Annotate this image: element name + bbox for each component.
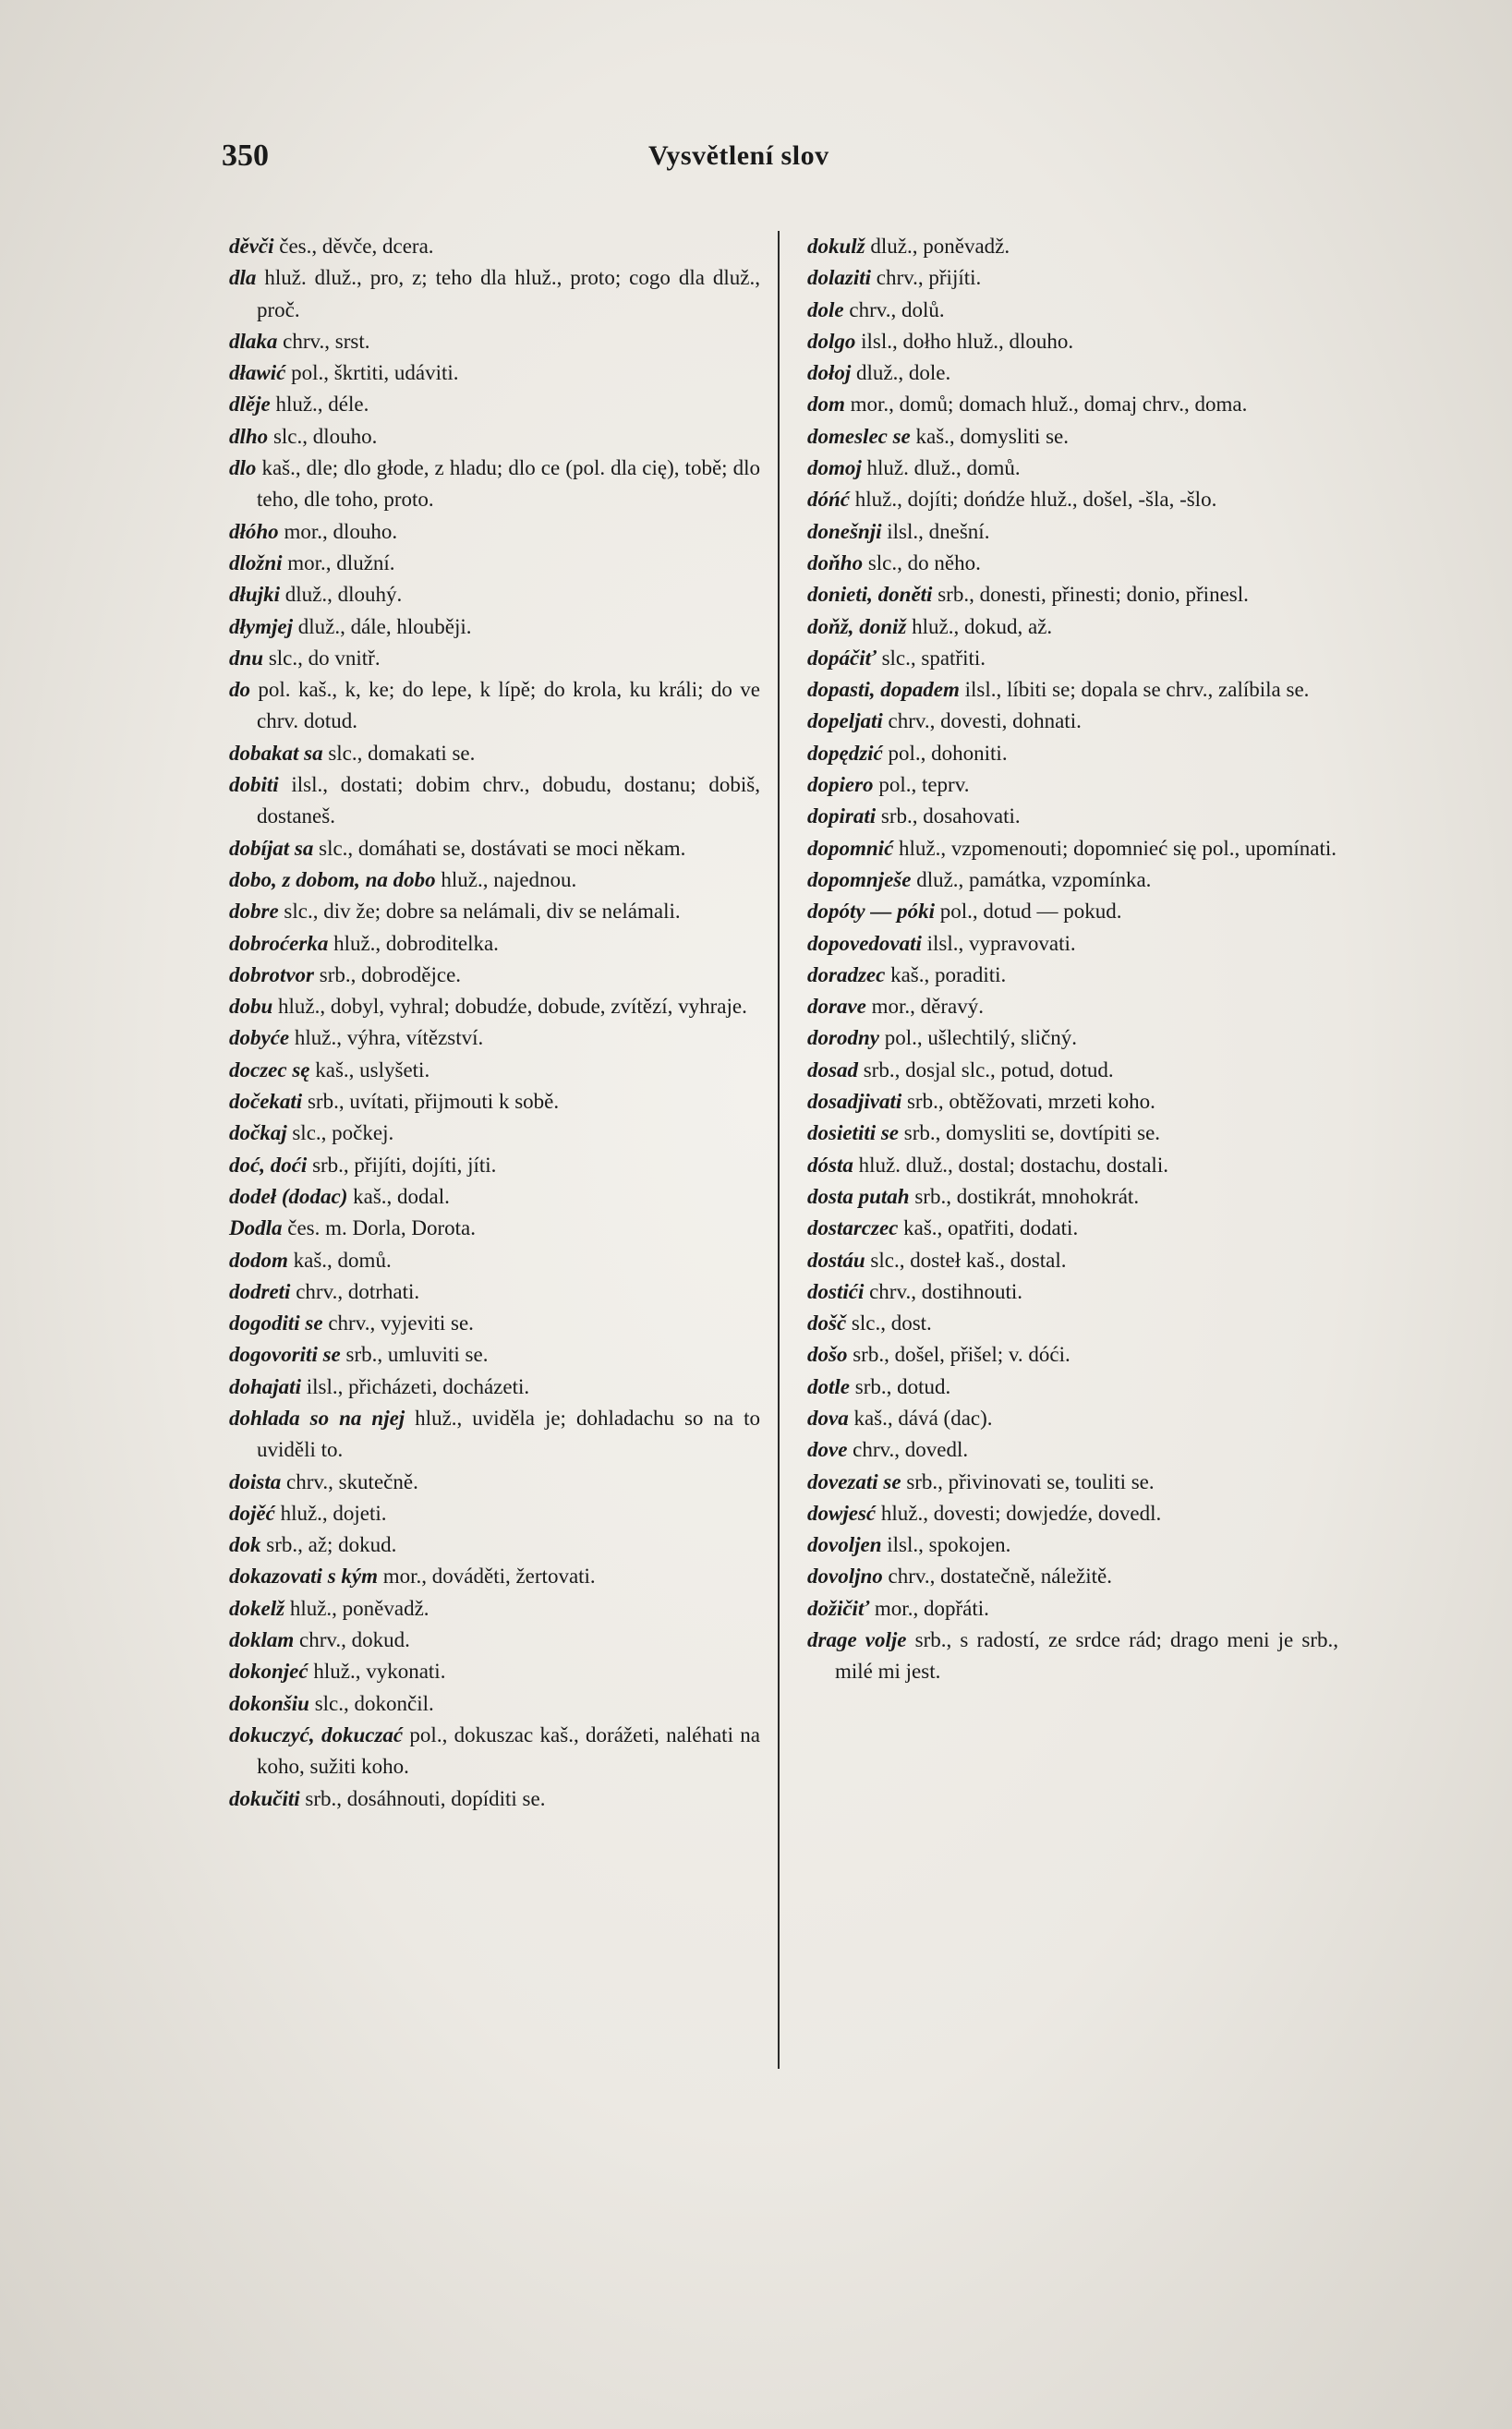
- dictionary-entry: [229, 1561, 760, 1592]
- dictionary-entry: [807, 295, 1338, 326]
- dictionary-entry: [807, 389, 1338, 420]
- entry-definition: hluž., dobroditelka.: [328, 931, 499, 955]
- entry-headword: dokonjeć: [229, 1660, 308, 1684]
- dictionary-entry: [807, 1403, 1338, 1434]
- entry-headword: dławić: [229, 361, 286, 385]
- entry-definition: hluž. dluž., pro, z; teho dla hluž., proto; cogo dla dluž., proč.: [256, 266, 760, 321]
- entry-headword: děvči: [229, 235, 274, 258]
- entry-headword: dovoljno: [807, 1565, 883, 1589]
- entry-headword: dorodny: [807, 1026, 879, 1050]
- dictionary-entry: [807, 326, 1338, 357]
- dictionary-entry: [807, 1022, 1338, 1054]
- entry-headword: dóńć: [807, 488, 850, 512]
- entry-headword: dopovedovati: [807, 931, 922, 955]
- entry-definition: slc., div že; dobre sa nelámali, div se nelámali.: [278, 900, 681, 924]
- dictionary-entry: [229, 738, 760, 769]
- entry-headword: dočekati: [229, 1090, 303, 1114]
- entry-definition: srb., přijíti, dojíti, jíti.: [307, 1153, 497, 1177]
- dictionary-entry: [807, 1308, 1338, 1339]
- dictionary-entry: [807, 1339, 1338, 1371]
- entry-headword: dopasti, dopadem: [807, 678, 960, 702]
- entry-definition: mor., domů; domach hluž., domaj chrv., doma.: [844, 393, 1248, 417]
- dictionary-entry: [807, 421, 1338, 453]
- entry-headword: doňho: [807, 550, 864, 574]
- entry-headword: dobyće: [229, 1026, 290, 1050]
- dictionary-entry: [807, 896, 1338, 927]
- entry-headword: dostarczec: [807, 1216, 899, 1240]
- dictionary-entry: [807, 1593, 1338, 1625]
- dictionary-entry: [229, 1308, 760, 1339]
- entry-headword: dovezati se: [807, 1469, 901, 1493]
- entry-definition: ilsl., spokojen.: [881, 1533, 1011, 1557]
- entry-headword: dokazovati s kým: [229, 1565, 378, 1589]
- left-column: [229, 231, 760, 1815]
- dictionary-entry: [807, 516, 1338, 548]
- entry-definition: srb., dosáhnouti, dopíditi se.: [299, 1786, 546, 1810]
- entry-headword: dojěć: [229, 1501, 275, 1525]
- dictionary-entry: [807, 928, 1338, 960]
- entry-headword: dotle: [807, 1374, 850, 1398]
- entry-definition: kaš., opatřiti, dodati.: [898, 1216, 1079, 1240]
- dictionary-entry: [229, 1529, 760, 1561]
- dictionary-entry: [229, 833, 760, 864]
- dictionary-entry: [229, 389, 760, 420]
- entry-definition: hluž., dokud, až.: [906, 614, 1053, 638]
- dictionary-entry: [807, 1150, 1338, 1181]
- entry-definition: pol., ušlechtilý, sličný.: [878, 1026, 1077, 1050]
- dictionary-entry: [807, 674, 1338, 706]
- entry-headword: dodeł (dodac): [229, 1184, 348, 1208]
- entry-headword: drage volje: [807, 1628, 907, 1652]
- dictionary-entry: [229, 1593, 760, 1625]
- entry-definition: mor., dopřáti.: [869, 1596, 989, 1620]
- entry-headword: dopomnješe: [807, 867, 912, 891]
- entry-headword: dosietiti se: [807, 1121, 900, 1145]
- entry-headword: dodreti: [229, 1279, 291, 1303]
- entry-definition: hluž., dovesti; dowjedźe, dovedl.: [876, 1501, 1162, 1525]
- dictionary-entry: [807, 801, 1338, 832]
- entry-definition: chrv., dolů.: [843, 297, 945, 321]
- dictionary-entry: [807, 1055, 1338, 1086]
- entry-definition: chrv., dovesti, dohnati.: [882, 709, 1082, 733]
- entry-definition: hluž., dojeti.: [274, 1501, 387, 1525]
- entry-headword: dobu: [229, 995, 273, 1019]
- entry-headword: doklam: [229, 1628, 295, 1652]
- entry-definition: pol. kaš., k, ke; do lepe, k lípě; do krola, ku králi; do ve chrv. dotud.: [250, 678, 760, 733]
- entry-definition: dluž., památka, vzpomínka.: [911, 867, 1152, 891]
- entry-headword: dnu: [229, 646, 264, 670]
- dictionary-entry: [229, 1720, 760, 1783]
- entry-headword: dogovoriti se: [229, 1343, 341, 1367]
- entry-definition: kaš., dává (dac).: [848, 1406, 993, 1430]
- entry-definition: ilsl., líbiti se; dopala se chrv., zalíbila se.: [959, 678, 1310, 702]
- entry-headword: dłóho: [229, 519, 279, 543]
- entry-definition: srb., dobrodějce.: [314, 962, 462, 986]
- entry-definition: chrv., dotrhati.: [290, 1279, 420, 1303]
- entry-definition: srb., dosjal slc., potud, dotud.: [857, 1057, 1114, 1082]
- dictionary-entry: [807, 1561, 1338, 1592]
- dictionary-entry: [229, 548, 760, 579]
- entry-definition: hluž., dobyl, vyhral; dobudźe, dobude, zvítězí, vyhraje.: [272, 995, 747, 1019]
- entry-headword: dobíjat sa: [229, 836, 314, 860]
- dictionary-entry: [229, 1022, 760, 1054]
- dictionary-entry: [229, 1467, 760, 1498]
- entry-definition: hluž., dojíti; dońdźe hluž., došel, -šla, -šlo.: [850, 488, 1217, 512]
- entry-definition: srb., dostikrát, mnohokrát.: [909, 1184, 1140, 1208]
- entry-definition: pol., škrtiti, udáviti.: [285, 361, 459, 385]
- entry-headword: dočkaj: [229, 1121, 287, 1145]
- entry-definition: pol., dohoniti.: [882, 741, 1008, 765]
- entry-definition: kaš., dodal.: [347, 1184, 450, 1208]
- entry-headword: dosta putah: [807, 1184, 910, 1208]
- dictionary-entry: [807, 1213, 1338, 1244]
- entry-headword: dodom: [229, 1248, 288, 1272]
- entry-definition: mor., dlouho.: [278, 519, 398, 543]
- dictionary-entry: [807, 1276, 1338, 1308]
- dictionary-entry: [229, 991, 760, 1022]
- entry-headword: dorave: [807, 995, 866, 1019]
- entry-definition: chrv., vyjeviti se.: [322, 1311, 474, 1335]
- entry-headword: dopiero: [807, 773, 874, 797]
- entry-headword: dopomnić: [807, 836, 894, 860]
- entry-definition: hluž., uviděla je; dohladachu so na to uviděli to.: [257, 1406, 760, 1462]
- entry-headword: dohajati: [229, 1374, 301, 1398]
- dictionary-entry: [229, 1688, 760, 1720]
- entry-definition: dluž., dole.: [851, 361, 951, 385]
- entry-headword: dole: [807, 297, 844, 321]
- entry-headword: dobrotvor: [229, 962, 314, 986]
- right-column: [807, 231, 1338, 1688]
- entry-definition: srb., došel, přišel; v. dóći.: [847, 1343, 1070, 1367]
- entry-definition: chrv., dokud.: [294, 1628, 410, 1652]
- entry-headword: dobiti: [229, 773, 279, 797]
- entry-headword: dokuczyć, dokuczać: [229, 1722, 404, 1746]
- dictionary-entry: [807, 1467, 1338, 1498]
- entry-headword: došo: [807, 1343, 848, 1367]
- entry-definition: hluž., déle.: [270, 393, 369, 417]
- dictionary-entry: [807, 738, 1338, 769]
- dictionary-entry: [229, 357, 760, 389]
- dictionary-entry: [807, 991, 1338, 1022]
- dictionary-entry: [807, 548, 1338, 579]
- entry-headword: domeslec se: [807, 424, 911, 448]
- entry-definition: slc., domáhati se, dostávati se moci někam.: [313, 836, 686, 860]
- dictionary-entry: [229, 579, 760, 610]
- dictionary-entry: [807, 579, 1338, 610]
- dictionary-entry: [229, 1403, 760, 1467]
- dictionary-entry: [229, 1339, 760, 1371]
- entry-headword: dlaka: [229, 329, 278, 353]
- entry-headword: dlho: [229, 424, 269, 448]
- entry-definition: chrv., dovedl.: [847, 1438, 969, 1462]
- entry-headword: dovoljen: [807, 1533, 882, 1557]
- entry-headword: dostići: [807, 1279, 865, 1303]
- entry-headword: donešnji: [807, 519, 882, 543]
- entry-definition: srb., dotud.: [850, 1374, 951, 1398]
- entry-headword: došč: [807, 1311, 847, 1335]
- entry-headword: dłujki: [229, 583, 280, 607]
- dictionary-entry: [229, 1656, 760, 1687]
- entry-definition: slc., do vnitř.: [263, 646, 381, 670]
- entry-definition: srb., až; dokud.: [260, 1533, 397, 1557]
- page-header: [222, 139, 961, 185]
- entry-headword: dłymjej: [229, 614, 293, 638]
- entry-headword: dobroćerka: [229, 931, 329, 955]
- entry-definition: chrv., srst.: [277, 329, 370, 353]
- entry-headword: doňž, doniž: [807, 614, 907, 638]
- dictionary-entry: [807, 864, 1338, 896]
- dictionary-entry: [807, 833, 1338, 864]
- entry-headword: Dodla: [229, 1216, 283, 1240]
- entry-headword: dolaziti: [807, 266, 872, 290]
- entry-definition: kaš., uslyšeti.: [309, 1057, 430, 1082]
- entry-headword: dokulž: [807, 235, 865, 258]
- dictionary-entry: [229, 674, 760, 738]
- dictionary-entry: [807, 262, 1338, 294]
- dictionary-entry: [229, 611, 760, 643]
- entry-definition: kaš., poraditi.: [885, 962, 1007, 986]
- dictionary-entry: [807, 643, 1338, 674]
- dictionary-entry: [807, 1498, 1338, 1529]
- entry-definition: hluž., poněvadž.: [284, 1596, 429, 1620]
- entry-definition: srb., obtěžovati, mrzeti koho.: [901, 1090, 1155, 1114]
- entry-definition: slc., dokončil.: [308, 1691, 434, 1715]
- entry-headword: dlěje: [229, 393, 271, 417]
- entry-headword: dopóty — póki: [807, 900, 935, 924]
- dictionary-entry: [807, 611, 1338, 643]
- entry-definition: dluž., dlouhý.: [279, 583, 403, 607]
- dictionary-entry: [229, 1213, 760, 1244]
- entry-definition: mor., dováděti, žertovati.: [378, 1565, 596, 1589]
- entry-definition: hluž., výhra, vítězství.: [289, 1026, 484, 1050]
- dictionary-entry: [807, 1529, 1338, 1561]
- dictionary-entry: [229, 643, 760, 674]
- dictionary-entry: [229, 1118, 760, 1149]
- entry-headword: dosadjivati: [807, 1090, 902, 1114]
- dictionary-entry: [229, 516, 760, 548]
- entry-headword: domoj: [807, 456, 862, 480]
- entry-definition: ilsl., dostati; dobim chrv., dobudu, dostanu; dobiš, dostaneš.: [257, 773, 760, 828]
- entry-headword: do: [229, 678, 250, 702]
- entry-headword: dokonšiu: [229, 1691, 309, 1715]
- dictionary-entry: [807, 484, 1338, 515]
- dictionary-entry: [229, 1181, 760, 1213]
- entry-definition: dluž., dále, hlouběji.: [292, 614, 472, 638]
- entry-definition: pol., dotud — pokud.: [935, 900, 1122, 924]
- dictionary-entry: [229, 262, 760, 326]
- dictionary-entry: [807, 1118, 1338, 1149]
- entry-definition: chrv., dostihnouti.: [864, 1279, 1022, 1303]
- entry-definition: pol., teprv.: [873, 773, 970, 797]
- entry-definition: slc., dost.: [846, 1311, 932, 1335]
- dictionary-entry: [807, 1625, 1338, 1688]
- entry-definition: čes. m. Dorla, Dorota.: [282, 1216, 476, 1240]
- entry-headword: doista: [229, 1469, 282, 1493]
- entry-definition: srb., domysliti se, dovtípiti se.: [899, 1121, 1161, 1145]
- dictionary-entry: [807, 1372, 1338, 1403]
- entry-headword: dla: [229, 266, 257, 290]
- entry-headword: dobre: [229, 900, 279, 924]
- dictionary-entry: [807, 706, 1338, 737]
- entry-headword: dok: [229, 1533, 261, 1557]
- entry-definition: slc., počkej.: [286, 1121, 394, 1145]
- entry-headword: dobo, z dobom, na dobo: [229, 867, 436, 891]
- dictionary-entry: [807, 1434, 1338, 1466]
- entry-headword: donieti, doněti: [807, 583, 933, 607]
- entry-definition: chrv., přijíti.: [871, 266, 982, 290]
- entry-definition: hluž., vykonati.: [308, 1660, 446, 1684]
- entry-headword: dopáčiť: [807, 646, 877, 670]
- entry-headword: doczec sę: [229, 1057, 310, 1082]
- entry-definition: srb., umluviti se.: [340, 1343, 489, 1367]
- entry-headword: dogoditi se: [229, 1311, 323, 1335]
- dictionary-entry: [229, 769, 760, 833]
- entry-definition: ilsl., přicházeti, docházeti.: [300, 1374, 530, 1398]
- entry-headword: dokučiti: [229, 1786, 300, 1810]
- dictionary-entry: [229, 928, 760, 960]
- dictionary-entry: [229, 326, 760, 357]
- entry-definition: ilsl., vypravovati.: [921, 931, 1076, 955]
- entry-headword: dobakat sa: [229, 741, 323, 765]
- dictionary-entry: [807, 1245, 1338, 1276]
- dictionary-entry: [229, 421, 760, 453]
- entry-headword: dołoj: [807, 361, 852, 385]
- dictionary-entry: [807, 231, 1338, 262]
- entry-headword: dložni: [229, 550, 283, 574]
- entry-headword: dopeljati: [807, 709, 883, 733]
- dictionary-entry: [229, 1783, 760, 1815]
- entry-definition: kaš., domů.: [287, 1248, 392, 1272]
- entry-headword: dožičiť: [807, 1596, 870, 1620]
- entry-definition: ilsl., dnešní.: [881, 519, 990, 543]
- dictionary-entry: [229, 896, 760, 927]
- entry-headword: doradzec: [807, 962, 886, 986]
- entry-definition: hluž., najednou.: [435, 867, 577, 891]
- entry-definition: dluž., poněvadž.: [865, 235, 1010, 258]
- entry-headword: dopirati: [807, 804, 877, 828]
- entry-headword: dowjesć: [807, 1501, 877, 1525]
- entry-definition: srb., uvítati, přijmouti k sobě.: [302, 1090, 560, 1114]
- entry-definition: slc., do něho.: [863, 550, 981, 574]
- dictionary-entry: [229, 1276, 760, 1308]
- entry-definition: slc., spatřiti.: [876, 646, 986, 670]
- entry-headword: dosad: [807, 1057, 858, 1082]
- page-title: Vysvětlení slov: [648, 140, 829, 171]
- entry-definition: hluž., vzpomenouti; dopomnieć się pol., upomínati.: [893, 836, 1337, 860]
- dictionary-entry: [807, 453, 1338, 484]
- dictionary-entry: [229, 1372, 760, 1403]
- dictionary-entry: [229, 864, 760, 896]
- entry-headword: dova: [807, 1406, 849, 1430]
- dictionary-entry: [807, 1181, 1338, 1213]
- entry-definition: hluž. dluž., domů.: [861, 456, 1021, 480]
- dictionary-entry: [229, 960, 760, 991]
- entry-definition: chrv., dostatečně, náležitě.: [882, 1565, 1112, 1589]
- entry-headword: dolgo: [807, 329, 856, 353]
- dictionary-entry: [229, 1150, 760, 1181]
- entry-definition: srb., s radostí, ze srdce rád; drago meni je srb., milé mi jest.: [835, 1628, 1338, 1684]
- entry-definition: mor., děravý.: [865, 995, 984, 1019]
- dictionary-entry: [807, 1086, 1338, 1118]
- column-divider: [778, 231, 780, 2069]
- entry-definition: kaš., domysliti se.: [910, 424, 1069, 448]
- entry-definition: srb., přivinovati se, touliti se.: [901, 1469, 1155, 1493]
- entry-definition: srb., donesti, přinesti; donio, přinesl.: [932, 583, 1249, 607]
- entry-headword: dom: [807, 393, 845, 417]
- entry-headword: dove: [807, 1438, 848, 1462]
- entry-headword: dohlada so na njej: [229, 1406, 405, 1430]
- entry-headword: dopędzić: [807, 741, 883, 765]
- entry-headword: dósta: [807, 1153, 853, 1177]
- entry-headword: doć, doći: [229, 1153, 308, 1177]
- entry-definition: pol., dokuszac kaš., dorážeti, naléhati na koho, sužiti koho.: [257, 1722, 760, 1779]
- entry-headword: dlo: [229, 456, 257, 480]
- entry-definition: mor., dlužní.: [282, 550, 395, 574]
- entry-definition: kaš., dle; dlo głode, z hladu; dlo ce (pol. dla cię), tobě; dlo teho, dle toho, proto.: [256, 456, 760, 512]
- dictionary-entry: [229, 1086, 760, 1118]
- entry-definition: slc., domakati se.: [322, 741, 476, 765]
- entry-definition: čes., děvče, dcera.: [273, 235, 434, 258]
- dictionary-entry: [229, 1055, 760, 1086]
- entry-definition: srb., dosahovati.: [876, 804, 1021, 828]
- dictionary-entry: [229, 1245, 760, 1276]
- dictionary-entry: [229, 231, 760, 262]
- dictionary-entry: [807, 960, 1338, 991]
- entry-definition: ilsl., dołho hluž., dlouho.: [855, 329, 1074, 353]
- entry-headword: dostáu: [807, 1248, 865, 1272]
- entry-definition: slc., dlouho.: [268, 424, 378, 448]
- entry-definition: hluž. dluž., dostal; dostachu, dostali.: [853, 1153, 1168, 1177]
- dictionary-entry: [807, 769, 1338, 801]
- page-number: 350: [222, 139, 269, 173]
- dictionary-entry: [229, 1498, 760, 1529]
- entry-definition: slc., dosteł kaš., dostal.: [865, 1248, 1067, 1272]
- dictionary-entry: [807, 357, 1338, 389]
- entry-headword: dokelž: [229, 1596, 285, 1620]
- dictionary-entry: [229, 453, 760, 516]
- entry-definition: chrv., skutečně.: [281, 1469, 418, 1493]
- dictionary-entry: [229, 1625, 760, 1656]
